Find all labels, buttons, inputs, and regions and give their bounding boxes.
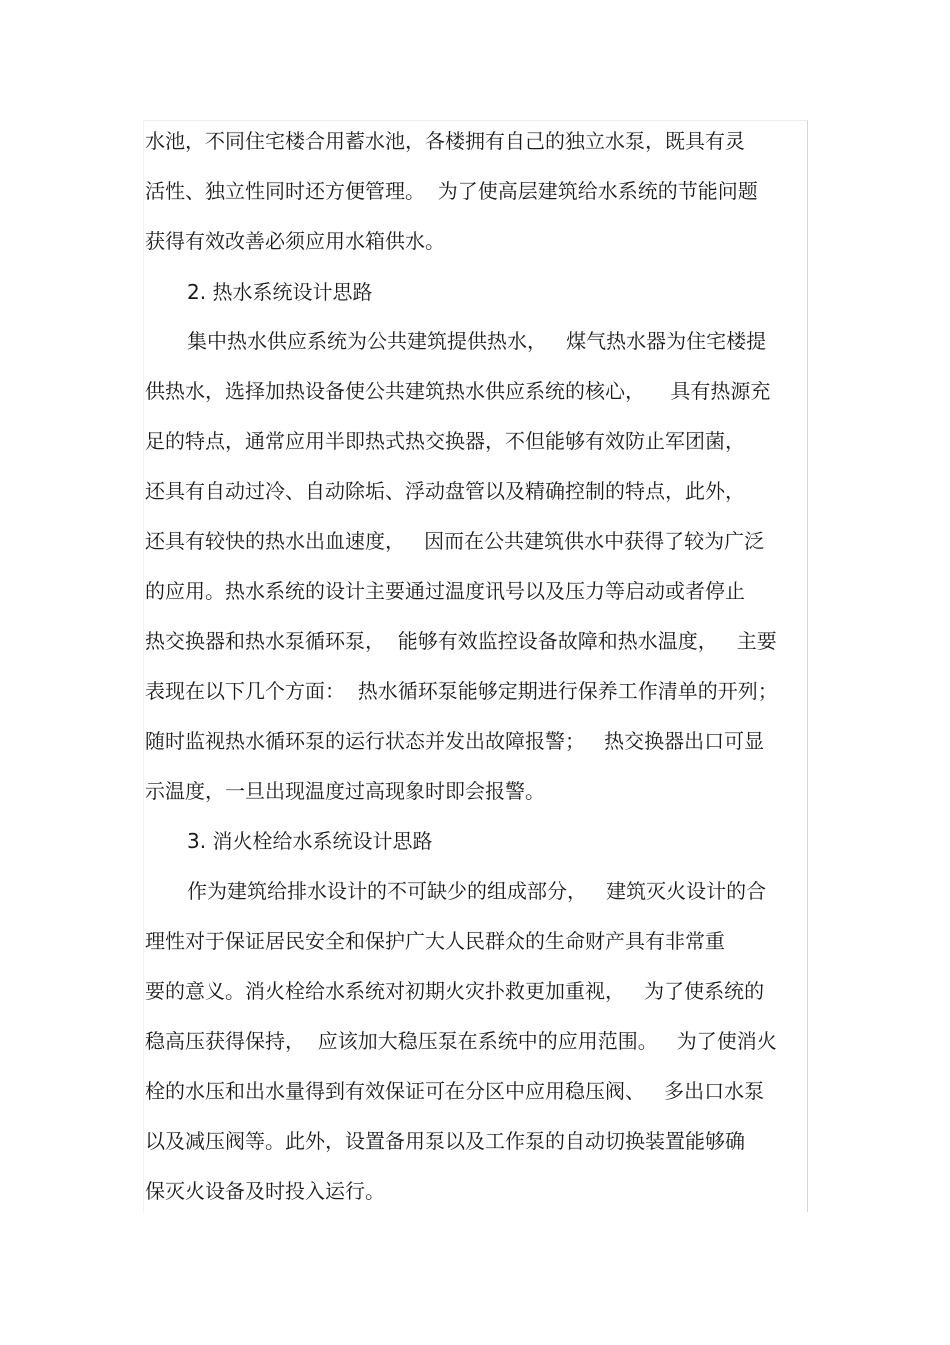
body-text-line: 活性、独立性同时还方便管理。 为了使高层建筑给水系统的节能问题 bbox=[145, 179, 758, 203]
section-heading-fire-hydrant: 3. 消火栓给水系统设计思路 bbox=[187, 829, 433, 853]
body-text-line: 保灭火设备及时投入运行。 bbox=[145, 1179, 385, 1203]
body-text-line: 要的意义。消火栓给水系统对初期火灾扑救更加重视， 为了使系统的 bbox=[145, 979, 765, 1003]
body-text-line: 供热水，选择加热设备使公共建筑热水供应系统的核心， 具有热源充 bbox=[145, 379, 771, 403]
section-heading-hot-water: 2. 热水系统设计思路 bbox=[187, 280, 373, 304]
body-text-line: 示温度，一旦出现温度过高现象时即会报警。 bbox=[145, 779, 545, 803]
body-text-line: 的应用。热水系统的设计主要通过温度讯号以及压力等启动或者停止 bbox=[145, 579, 745, 603]
paragraph-first-line: 集中热水供应系统为公共建筑提供热水， 煤气热水器为住宅楼提 bbox=[187, 329, 767, 353]
body-text-line: 获得有效改善必须应用水箱供水。 bbox=[145, 229, 445, 253]
body-text-line: 以及减压阀等。此外，设置备用泵以及工作泵的自动切换装置能够确 bbox=[145, 1129, 745, 1153]
body-text-line: 足的特点，通常应用半即热式热交换器，不但能够有效防止军团菌， bbox=[145, 429, 745, 453]
paragraph-first-line: 作为建筑给排水设计的不可缺少的组成部分， 建筑灭火设计的合 bbox=[187, 879, 767, 903]
body-text-line: 随时监视热水循环泵的运行状态并发出故障报警； 热交换器出口可显 bbox=[145, 729, 765, 753]
body-text-line: 热交换器和热水泵循环泵， 能够有效监控设备故障和热水温度， 主要 bbox=[145, 629, 777, 653]
body-text-line: 水池，不同住宅楼合用蓄水池，各楼拥有自己的独立水泵，既具有灵 bbox=[145, 129, 745, 153]
body-text-line: 栓的水压和出水量得到有效保证可在分区中应用稳压阀、 多出口水泵 bbox=[145, 1079, 765, 1103]
body-text-line: 还具有较快的热水出血速度， 因而在公共建筑供水中获得了较为广泛 bbox=[145, 529, 765, 553]
body-text-line: 还具有自动过冷、自动除垢、浮动盘管以及精确控制的特点，此外， bbox=[145, 479, 745, 503]
body-text-line: 稳高压获得保持， 应该加大稳压泵在系统中的应用范围。 为了使消火 bbox=[145, 1029, 777, 1053]
body-text-line: 表现在以下几个方面： 热水循环泵能够定期进行保养工作清单的开列； bbox=[145, 679, 778, 703]
body-text-line: 理性对于保证居民安全和保护广大人民群众的生命财产具有非常重 bbox=[145, 929, 725, 953]
